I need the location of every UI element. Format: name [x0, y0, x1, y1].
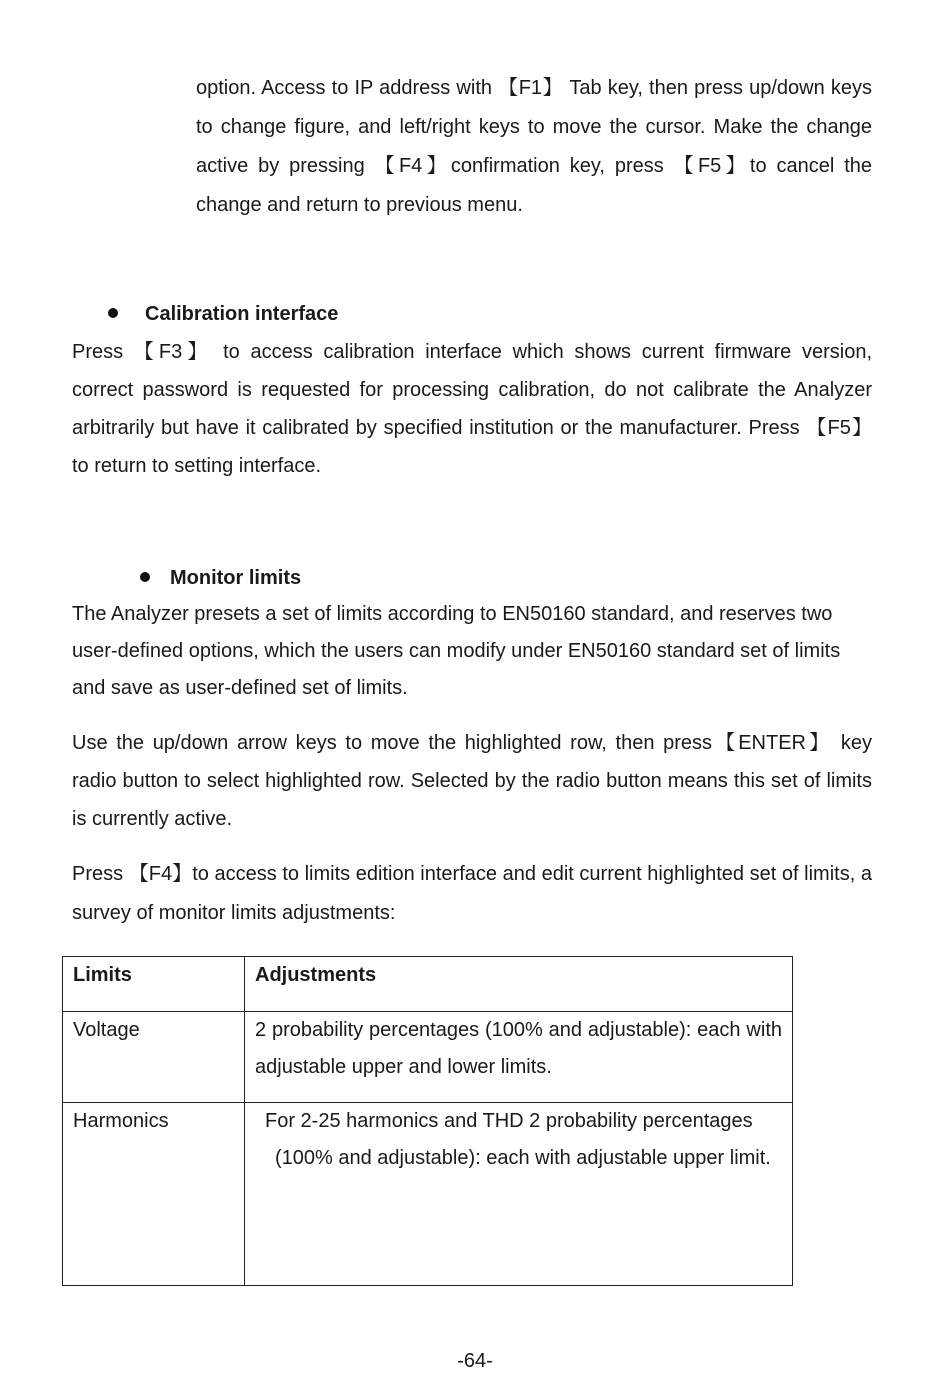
header-adjustments: Adjustments — [245, 957, 793, 1012]
monitor-limits-heading: Monitor limits — [170, 567, 302, 589]
limit-cell: Voltage — [63, 1012, 245, 1103]
adjustment-cell — [245, 1103, 793, 1286]
limits-table — [62, 956, 793, 1286]
monitor-paragraph-1: The Analyzer presets a set of limits according to EN50160 standard, and reserves two user-defined options, which the users can modify under EN50160 standard set of limits and save as user-defined set of limits. — [72, 603, 841, 699]
intro-paragraph: option. Access to IP address with 【F1】 Tab key, then press up/down keys to change figure, and left/right keys to move the cursor. Make the change active by pressing 【F4】confirmation key, press 【F5】to cancel the change and return to previous menu. — [196, 77, 872, 216]
adjustment-line-first: For 2-25 harmonics and THD 2 probability percentages — [265, 1110, 753, 1132]
page-number: -64- — [457, 1350, 493, 1372]
monitor-paragraph-3: Press 【F4】to access to limits edition interface and edit current highlighted set of limits, a survey of monitor limits adjustments: — [72, 863, 872, 924]
calibration-paragraph: Press 【F3】 to access calibration interface which shows current firmware version, correct password is requested for processing calibration, do not calibrate the Analyzer arbitrarily but have it calibrated by specified institution or the manufacturer. Press 【F5】to return to setting interface. — [72, 341, 872, 477]
adjustment-cell: 2 probability percentages (100% and adjustable): each with adjustable upper and lower limits. — [245, 1012, 793, 1103]
table-row — [63, 1012, 793, 1103]
monitor-paragraph-2: Use the up/down arrow keys to move the highlighted row, then press【ENTER】 key radio button to select highlighted row. Selected by the radio button means this set of limits is currently active. — [72, 732, 872, 830]
table-header-row — [63, 957, 793, 1012]
calibration-heading: Calibration interface — [145, 303, 339, 325]
adjustment-line-rest: (100% and adjustable): each with adjustable upper limit. — [275, 1147, 771, 1169]
header-limits: Limits — [63, 957, 245, 1012]
limit-cell: Harmonics — [63, 1103, 245, 1286]
bullet-icon — [108, 308, 118, 318]
table-row — [63, 1103, 793, 1286]
bullet-icon — [140, 572, 150, 582]
